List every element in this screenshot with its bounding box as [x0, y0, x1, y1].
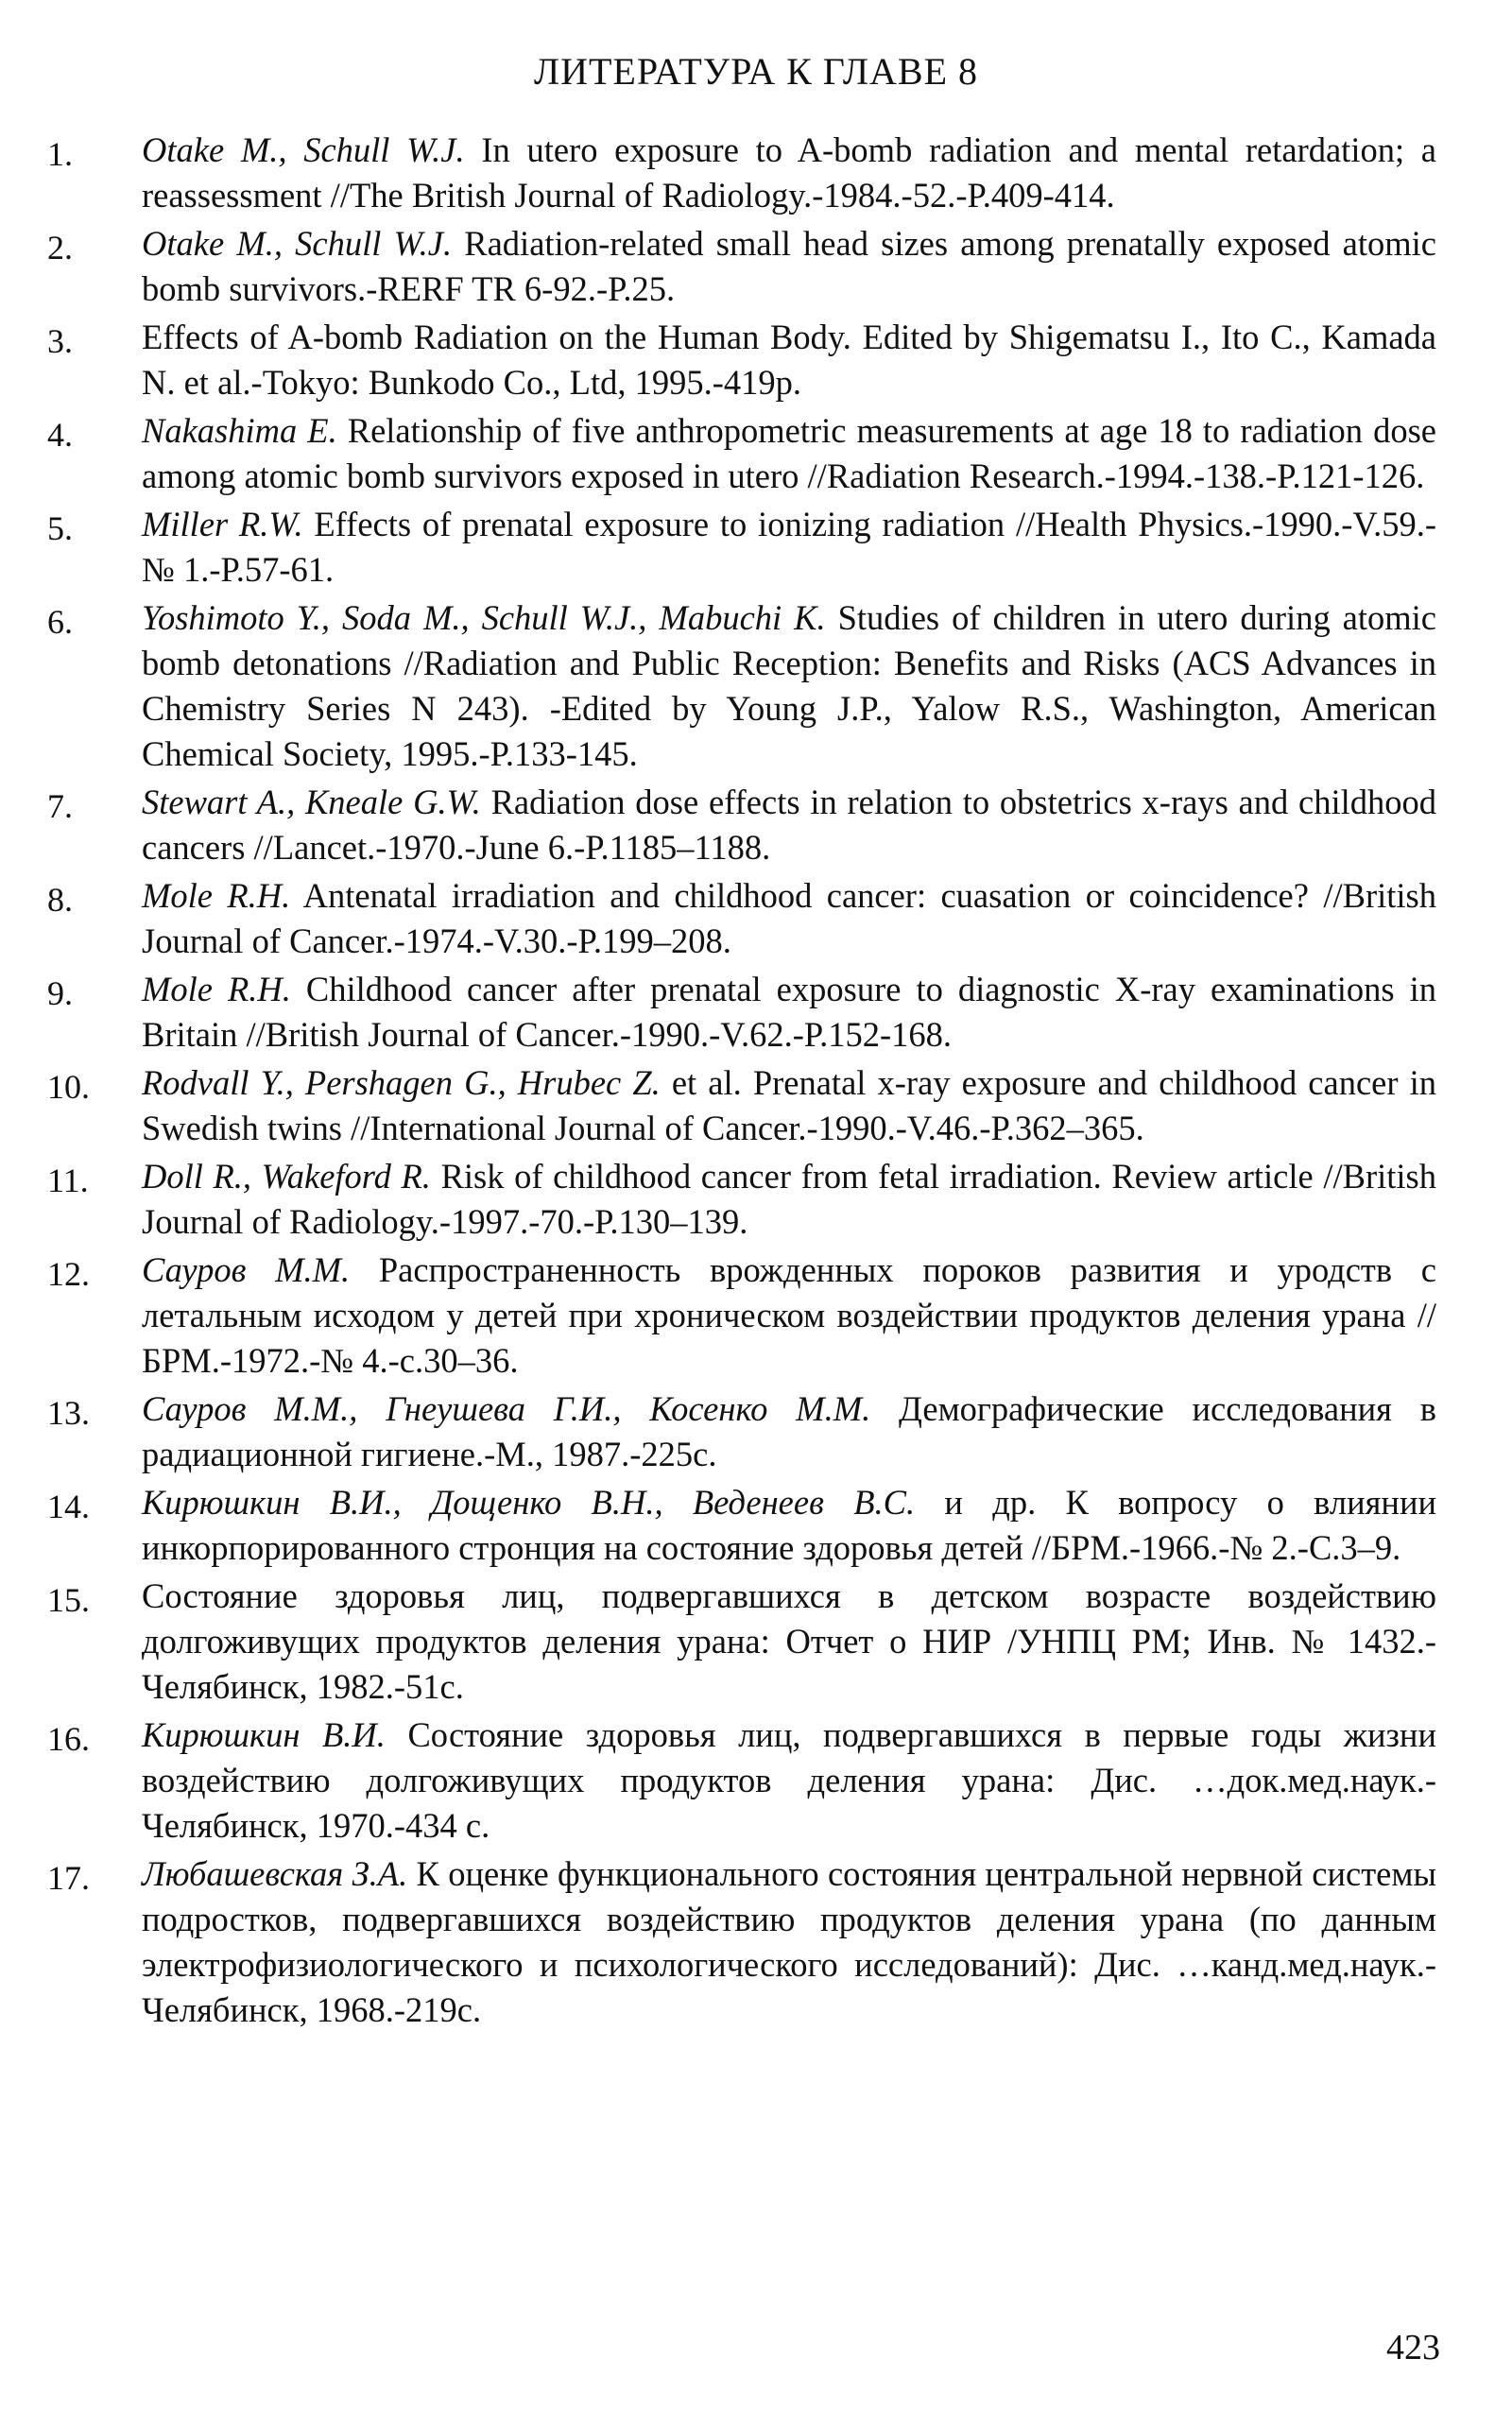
reference-text: Effects of A-bomb Radiation on the Human Body. Edited by Shigematsu I., Ito C., Kamada N. et al.-Tokyo: Bunkodo Co., Ltd, 1995.-419p.: [142, 318, 1436, 402]
reference-number: 5.: [47, 509, 73, 547]
reference-text: Childhood cancer after prenatal exposure to diagnostic X-ray examinations in Britain //British Journal of Cancer.-1990.-V.62.-P.152-168.: [142, 970, 1437, 1054]
reference-text: Распространенность врожденных пороков развития и уродств с летальным исходом у детей при хроническом воздействии продуктов деления урана //БРМ.-1972.-№ 4.-с.30–36.: [142, 1250, 1436, 1380]
reference-text: Состояние здоровья лиц, подвергавшихся в детском возрасте воздействию долгоживущих продуктов деления урана: Отчет о НИР /УНПЦ РМ; Инв. № 1432.-Челябинск, 1982.-51с.: [142, 1576, 1436, 1706]
reference-number: 14.: [47, 1488, 90, 1525]
reference-text: Демографические исследования в радиационной гигиене.-М., 1987.-225с.: [142, 1389, 1436, 1473]
reference-number: 17.: [47, 1859, 90, 1897]
reference-text: К оценке функционального состояния центральной нервной системы подростков, подвергавшихся воздействию продуктов деления урана (по данным электрофизиологического и психологического исследований): Дис. …канд.мед.наук.-Челябинск, 1968.-219с.: [142, 1854, 1436, 2029]
reference-number: 13.: [47, 1394, 90, 1432]
reference-item: [47, 128, 1436, 218]
reference-number: 9.: [47, 974, 73, 1012]
reference-text: Studies of children in utero during atomic bomb detonations //Radiation and Public Reception: Benefits and Risks (ACS Advances in Chemistry Series N 243). -Edited by Young J.P., Yalow R.S., Washington, American Chemical Society, 1995.-P.133-145.: [142, 598, 1436, 773]
reference-authors: Сауров М.М.: [142, 1250, 351, 1289]
reference-text: и др. К вопросу о влиянии инкорпорированного стронция на состояние здоровья детей //БРМ.-1966.-№ 2.-С.3–9.: [142, 1483, 1437, 1567]
reference-number: 3.: [47, 322, 73, 360]
reference-authors: Nakashima E.: [142, 411, 337, 450]
reference-authors: Любашевская З.А.: [142, 1854, 408, 1893]
reference-number: 16.: [47, 1720, 90, 1758]
reference-authors: Stewart A., Kneale G.W.: [142, 783, 481, 821]
reference-text: Состояние здоровья лиц, подвергавшихся в первые годы жизни воздействию долгоживущих продуктов деления урана: Дис. …док.мед.наук.-Челябинск, 1970.-434 с.: [142, 1715, 1436, 1845]
reference-authors: Кирюшкин В.И.: [142, 1715, 386, 1754]
page-number: 423: [1386, 2328, 1440, 2367]
reference-number: 15.: [47, 1581, 90, 1619]
reference-authors: Yoshimoto Y., Soda M., Schull W.J., Mabuchi K.: [142, 598, 826, 637]
reference-item: [47, 595, 1436, 777]
reference-item: [47, 780, 1436, 870]
reference-item: [47, 408, 1436, 499]
reference-item: [47, 315, 1436, 405]
reference-item: [47, 873, 1436, 964]
reference-list: [47, 128, 1436, 2036]
reference-authors: Otake M., Schull W.J.: [142, 224, 453, 263]
reference-item: [47, 1060, 1436, 1151]
reference-item: [47, 1574, 1436, 1710]
reference-authors: Кирюшкин В.И., Дощенко В.Н., Веденеев В.С.: [142, 1483, 916, 1522]
reference-item: [47, 1480, 1436, 1571]
reference-number: 11.: [47, 1162, 89, 1199]
reference-item: [47, 502, 1436, 593]
reference-text: Risk of childhood cancer from fetal irradiation. Review article //British Journal of Radiology.-1997.-70.-P.130–139.: [142, 1157, 1436, 1241]
reference-authors: Doll R., Wakeford R.: [142, 1157, 431, 1196]
reference-item: [47, 1851, 1436, 2033]
reference-authors: Сауров М.М., Гнеушева Г.И., Косенко М.М.: [142, 1389, 871, 1428]
reference-number: 1.: [47, 135, 73, 173]
reference-text: Effects of prenatal exposure to ionizing radiation //Health Physics.-1990.-V.59.-№ 1.-P.57-61.: [142, 505, 1436, 589]
reference-number: 4.: [47, 416, 73, 454]
reference-authors: Otake M., Schull W.J.: [142, 130, 465, 169]
reference-number: 8.: [47, 881, 73, 919]
reference-text: Radiation-related small head sizes among prenatally exposed atomic bomb survivors.-RERF TR 6-92.-P.25.: [142, 224, 1436, 308]
reference-item: [47, 1154, 1436, 1245]
reference-text: Antenatal irradiation and childhood cancer: cuasation or coincidence? //British Journal of Cancer.-1974.-V.30.-P.199–208.: [142, 876, 1436, 960]
reference-text: Radiation dose effects in relation to obstetrics x-rays and childhood cancers //Lancet.-1970.-June 6.-P.1185–1188.: [142, 783, 1437, 867]
reference-item: [47, 1248, 1436, 1384]
reference-authors: Miller R.W.: [142, 505, 303, 543]
reference-number: 7.: [47, 787, 73, 825]
reference-authors: Mole R.H.: [142, 876, 291, 915]
reference-number: 12.: [47, 1255, 90, 1293]
reference-item: [47, 1386, 1436, 1477]
reference-number: 6.: [47, 603, 73, 641]
reference-item: [47, 967, 1436, 1058]
reference-item: [47, 1713, 1436, 1849]
reference-text: In utero exposure to A-bomb radiation and mental retardation; a reassessment //The British Journal of Radiology.-1984.-52.-P.409-414.: [142, 130, 1436, 215]
reference-item: [47, 221, 1436, 312]
page-title: ЛИТЕРАТУРА К ГЛАВЕ 8: [533, 50, 979, 93]
reference-authors: Rodvall Y., Pershagen G., Hrubec Z.: [142, 1063, 661, 1102]
reference-number: 10.: [47, 1068, 90, 1106]
reference-authors: Mole R.H.: [142, 970, 291, 1008]
reference-number: 2.: [47, 229, 73, 267]
reference-text: Relationship of five anthropometric measurements at age 18 to radiation dose among atomic bomb survivors exposed in utero //Radiation Research.-1994.-138.-P.121-126.: [142, 411, 1436, 495]
reference-text: et al. Prenatal x-ray exposure and childhood cancer in Swedish twins //International Journal of Cancer.-1990.-V.46.-P.362–365.: [142, 1063, 1436, 1147]
